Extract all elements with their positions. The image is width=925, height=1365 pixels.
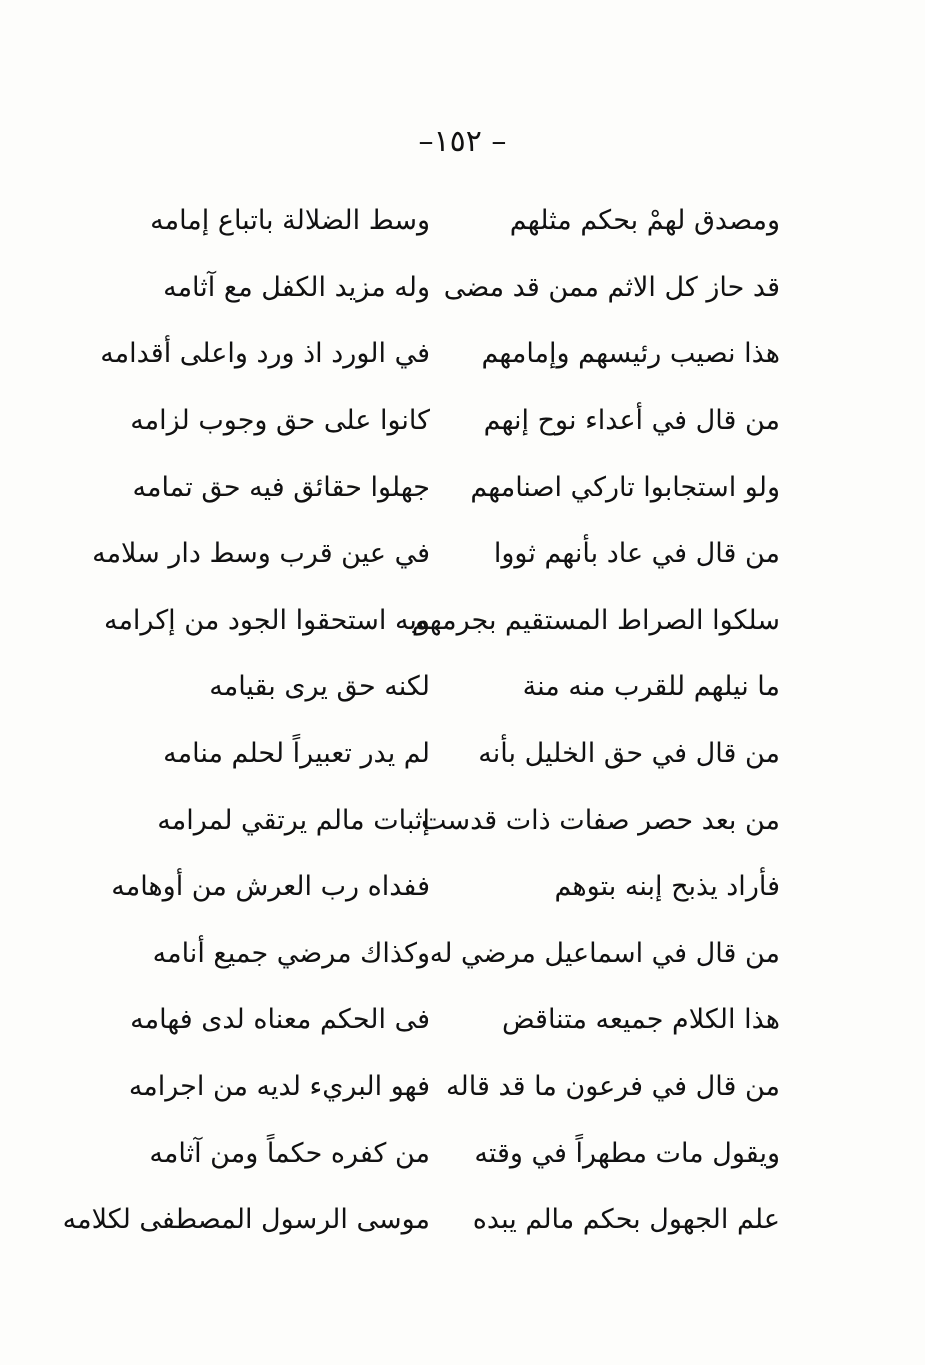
verse-first-hemistich: هذا الكلام جميعه متناقض [501, 1004, 780, 1036]
verse-first-hemistich: من قال في فرعون ما قد قاله [446, 1071, 780, 1103]
verse-row [111, 854, 780, 921]
verse-row [120, 1120, 780, 1187]
verse-second-hemistich: كانوا على حق وجوب لزامه [130, 405, 430, 437]
verse-second-hemistich: وله مزيد الكفل مع آثامه [163, 271, 430, 303]
verse-row [120, 255, 780, 322]
verse-first-hemistich: فأراد يذبح إبنه بتوهم [554, 871, 780, 903]
verse-row [92, 521, 780, 588]
verse-second-hemistich: إثبات مالم يرتقي لمرامه [157, 804, 430, 836]
verse-first-hemistich: من بعد حصر صفات ذات قدست [420, 804, 780, 836]
verse-row [120, 188, 780, 255]
verse-row [120, 388, 780, 455]
verse-first-hemistich: ومصدق لهمْ بحكم مثلهم [509, 205, 780, 237]
verse-second-hemistich: فهو البريء لديه من اجرامه [128, 1071, 430, 1103]
verse-second-hemistich: موسى الرسول المصطفى لكلامه [62, 1204, 430, 1236]
verse-second-hemistich: جهلوا حقائق فيه حق تمامه [132, 471, 430, 503]
verse-second-hemistich: في الورد اذ ورد واعلى أقدامه [100, 338, 430, 370]
verse-first-hemistich: قد حاز كل الاثم ممن قد مضى [443, 271, 780, 303]
verse-first-hemistich: ما نيلهم للقرب منه منة [522, 671, 780, 703]
verse-second-hemistich: ففداه رب العرش من أوهامه [111, 871, 430, 903]
verse-row [120, 721, 780, 788]
verse-second-hemistich: وبه استحقوا الجود من إكرامه [103, 604, 430, 636]
verse-row [120, 654, 780, 721]
verse-first-hemistich: علم الجهول بحكم مالم يبده [472, 1204, 780, 1236]
verse-first-hemistich: من قال في عاد بأنهم ثووا [493, 538, 780, 570]
verse-row [62, 1187, 780, 1254]
verse-row [103, 588, 780, 655]
verse-first-hemistich: ويقول مات مطهراً في وقته [474, 1137, 780, 1169]
verse-row [120, 1054, 780, 1121]
verse-row [120, 454, 780, 521]
verse-row [120, 921, 780, 988]
page-number: – ١٥٢– [418, 124, 507, 159]
verse-second-hemistich: في عين قرب وسط دار سلامه [92, 538, 430, 570]
verse-first-hemistich: هذا نصيب رئيسهم وإمامهم [481, 338, 780, 370]
verse-second-hemistich: وكذاك مرضي جميع أنامه [152, 937, 430, 969]
verse-row [100, 321, 780, 388]
verse-row [120, 987, 780, 1054]
verse-second-hemistich: فى الحكم معناه لدى فهامه [130, 1004, 430, 1036]
verse-second-hemistich: لم يدر تعبيراً لحلم منامه [163, 738, 430, 770]
verse-first-hemistich: من قال في حق الخليل بأنه [478, 738, 780, 770]
verse-second-hemistich: من كفره حكماً ومن آثامه [149, 1137, 430, 1169]
verse-first-hemistich: من قال في أعداء نوح إنهم [483, 405, 780, 437]
poem-body [62, 188, 780, 1254]
verse-first-hemistich: سلكوا الصراط المستقيم بجرمهم [411, 604, 780, 636]
verse-second-hemistich: لكنه حق يرى بقيامه [209, 671, 430, 703]
verse-row [120, 787, 780, 854]
verse-first-hemistich: من قال في اسماعيل مرضي له [429, 937, 780, 969]
verse-second-hemistich: وسط الضلالة باتباع إمامه [150, 205, 430, 237]
verse-first-hemistich: ولو استجابوا تاركي اصنامهم [470, 471, 780, 503]
